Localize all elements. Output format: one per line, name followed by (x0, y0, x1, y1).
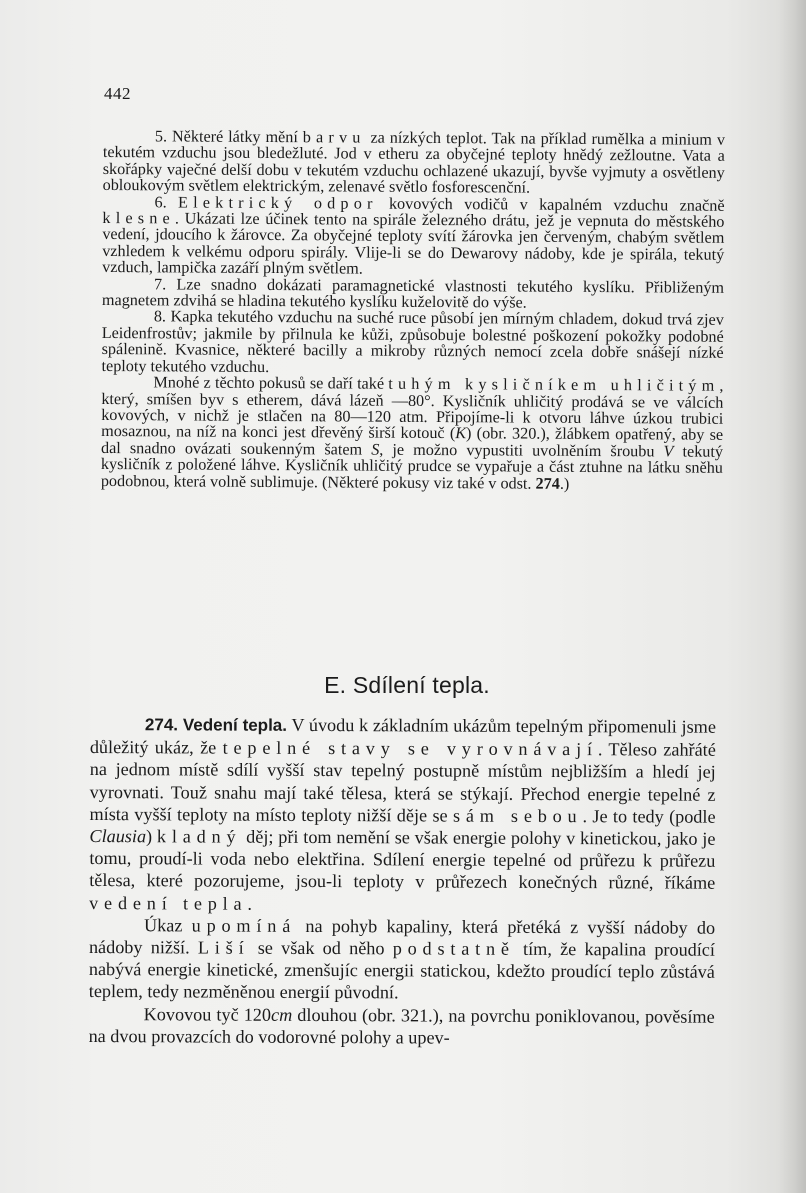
emphasis-text: kladný (156, 826, 242, 847)
paragraph-heading: 274. Vedení tepla. (144, 715, 288, 735)
text-run: děj; při tom nemění se však energie polohy v kinetickou, jako je tomu, proudí-li voda nebo elektřina. Sdílení energie tepelné od průřezu k průřezu tělesa, které pozorujeme, jsou-li teploty v průřezech konečných různé, říkáme (89, 826, 716, 894)
text-run: Některé látky mění (171, 127, 303, 147)
emphasis-text: klesne (102, 209, 175, 228)
main-section (89, 713, 716, 1050)
italic-symbol: K (455, 424, 467, 443)
note-paragraph-5 (103, 128, 725, 197)
italic-symbol: V (663, 442, 674, 461)
text-run: kovových vodičů v kapalném vzduchu značně (377, 194, 725, 215)
text-run: . Ukázati lze účinek tento na spirále železného drátu, jež je vepnuta do městského vedení, jdoucího k žárovce. Za obyčejné teploty svítí žárovka jen červeným, chabým světlem vzhledem k velkému odporu spirály. Vlije-li se do Dewarovy nádoby, kde je spirála, tekutý vzduch, lampička zazáří plným světlem. (102, 209, 725, 278)
main-paragraph-3 (89, 1003, 715, 1050)
text-run: , který, smíšen byv s etherem, dává lázeň —80°. Kysličník uhličitý prodává se ve válcích kovových, v nichž je stlačen na 80—120 atm. Připojíme-li k otvoru láhve úzkou trubici mosaznou, na níž na konci jest dřevěný širší kotouč ( (101, 376, 724, 443)
italic-unit: cm (270, 1004, 293, 1025)
text-run: tím, že kapalina proudící nabývá energie kinetické, zmenšujíc energii statickou, kdežto proudící teplo zůstává teplem, tedy nezměněnou energií původní. (88, 938, 716, 1003)
emphasis-text: tepelné stavy se vyrovnávají (222, 737, 598, 760)
text-run: V úvodu k základním ukázům tepelným připomenuli jsme důležitý ukáz, že (89, 714, 716, 758)
note-number: 6. (154, 192, 167, 212)
page-number: 442 (104, 84, 131, 103)
emphasis-text: upomíná (191, 915, 297, 936)
emphasis-text: Liší (197, 937, 250, 958)
emphasis-text: vedení tepla (89, 892, 248, 914)
text-run: . Je to tedy (podle (582, 805, 716, 827)
emphasis-text: tuhým kysličníkem uhličitým (388, 374, 720, 395)
note-paragraph-7 (102, 276, 724, 313)
note-number: 5. (154, 127, 168, 146)
emphasis-text: Elektrický odpor (178, 193, 378, 213)
text-run: Kapka tekutého vzduchu na suché ruce působí jen mírným chladem, dokud trvá zjev Leidenfrostův; jakmile by přilnula ke kůži, způsobuje bolestné poškození pokožky podobné spálenině. Kvasnice, některé bacilly a mikroby různých nemocí zcela dobře snášejí nízké teploty tekutého vzduchu. (101, 307, 724, 376)
section-reference: 274 (535, 474, 560, 493)
main-paragraph-1 (89, 713, 716, 917)
text-run: Úkaz (144, 915, 192, 936)
text-run: Lze snadno dokázati paramagnetické vlastnosti tekutého kyslíku. Přibliženým magnetem zdvihá se hladina tekutého kyslíku kuželovitě do výše. (101, 275, 725, 312)
emphasis-text: sám sebou (452, 805, 583, 826)
text-run: . Těleso zahřáté na jednom místě sdílí vyšší stav tepelný postupně místům nejbližším a hledí jej vyrovnati. Touž snahu mají také tělesa, která se stýkají. Přechod energie tepelné z místa vyšší teploty na místo teploty nižší děje se (89, 739, 716, 826)
text-run: tekutý kysličník z položené láhve. Kysličník uhličitý prudce se vypařuje a část ztuhne na látku sněhu podobnou, která volně sublimuje. (Některé pokusy viz také v odst. (100, 442, 724, 493)
section-heading: E. Sdílení tepla. (324, 672, 490, 698)
main-paragraph-2 (89, 914, 715, 1006)
italic-name: Clausia (89, 826, 147, 847)
emphasis-text: podstatně (392, 938, 515, 959)
text-run: se však od něho (249, 937, 393, 959)
text-run: ) (146, 826, 157, 847)
note-paragraph-8 (101, 308, 723, 377)
emphasis-text: barvu (302, 128, 366, 147)
text-run: .) (559, 474, 570, 493)
text-run: ) (obr. 320.), žlábkem opatřený, aby se dal snadno ovázati soukenným šatem (100, 424, 724, 459)
page-edge-shadow (778, 0, 806, 1193)
text-run: dlouhou (obr. 321.), na povrchu poniklovanou, pověsíme na dvou provazcích do vodorovné polohy a upev- (88, 1004, 715, 1048)
note-paragraph-6 (102, 194, 724, 280)
italic-symbol: S (371, 440, 380, 459)
note-number: 7. (153, 274, 167, 294)
text-run: , je možno vypustiti uvolněním šroubu (379, 440, 664, 461)
note-paragraph-9 (101, 374, 724, 493)
notes-section (101, 128, 725, 493)
text-run: Kovovou tyč 120 (143, 1003, 272, 1025)
text-run: Mnohé z těchto pokusů se daří také (153, 373, 389, 393)
text-run: za nízkých teplot. Tak na příklad rumělka a minium v tekutém vzduchu jsou bledežluté. Jod v etheru za obyčejné teploty hnědý zežloutne. Vata a skořápky vaječné delší dobu v tekutém vzduchu ochlazené ukazují, byvše vyjmuty a osvětleny obloukovým světlem elektrickým, zelenavé světlo fosforescenční. (102, 128, 726, 197)
note-number: 8. (153, 307, 167, 326)
text-run: na pohyb kapaliny, která přetéká z vyšší nádoby do nádoby nižší. (88, 915, 716, 958)
text-run: . (247, 893, 253, 914)
